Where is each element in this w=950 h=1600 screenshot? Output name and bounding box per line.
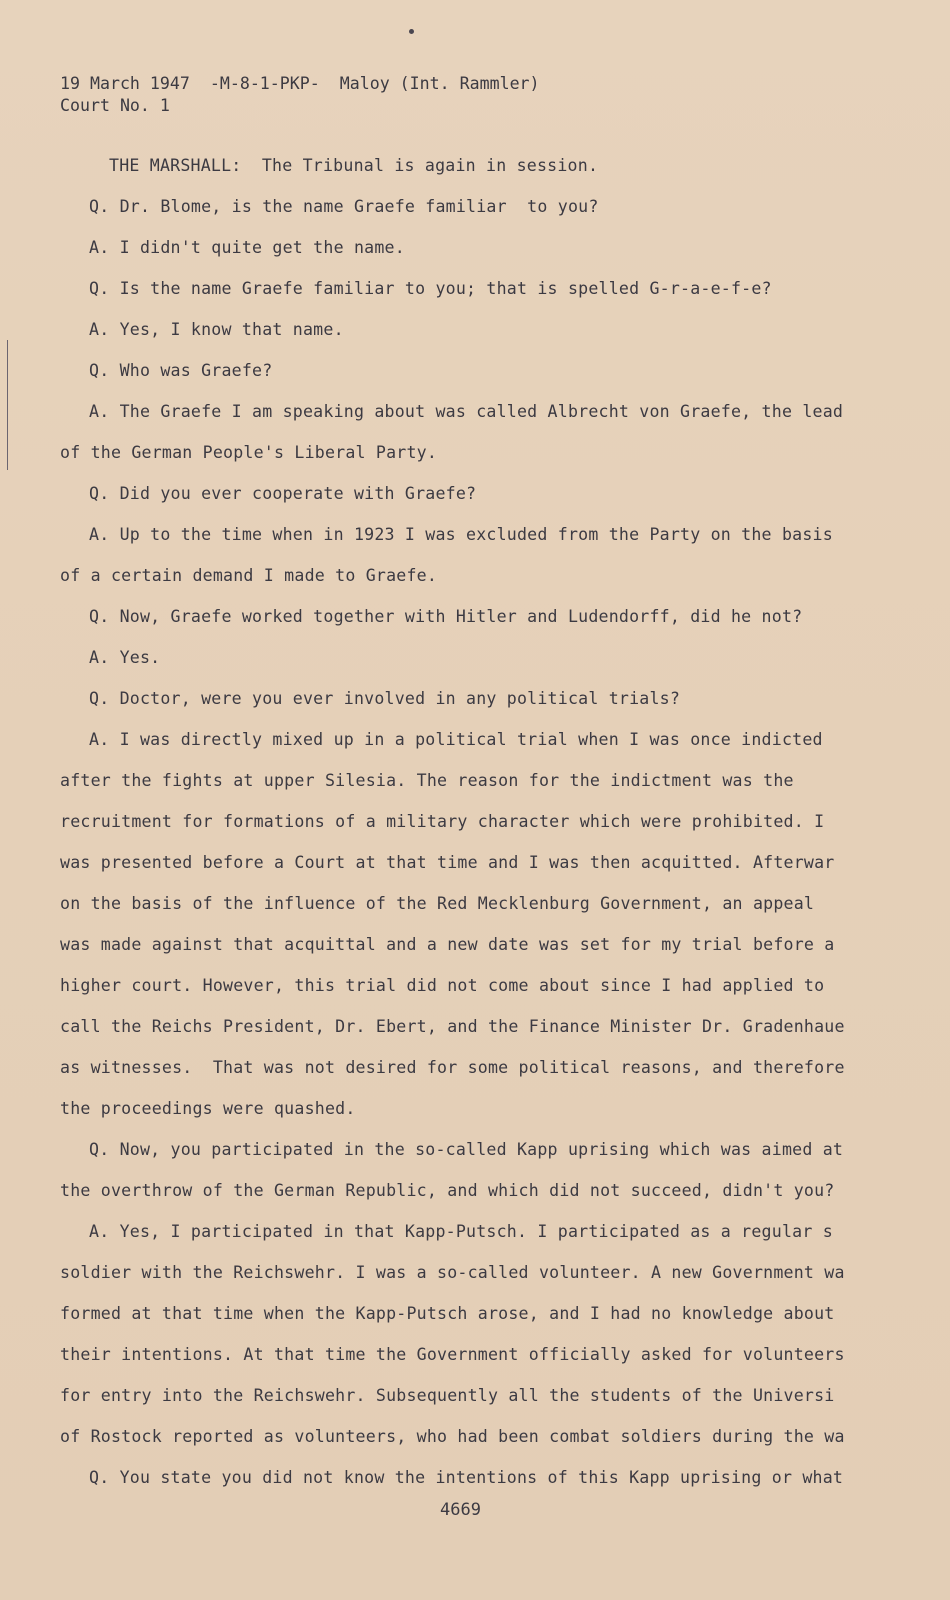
punch-dot xyxy=(409,29,414,34)
header-line-2: Court No. 1 xyxy=(60,96,170,115)
transcript-line: A. I was directly mixed up in a political trial when I was once indicted xyxy=(89,730,823,749)
transcript-line: the proceedings were quashed. xyxy=(60,1099,356,1118)
page-number: 4669 xyxy=(440,1500,481,1520)
margin-mark xyxy=(7,340,8,470)
transcript-line: was presented before a Court at that time and I was then acquitted. Afterwar xyxy=(60,853,835,872)
transcript-line: Q. Now, you participated in the so-called Kapp uprising which was aimed at xyxy=(89,1140,844,1159)
transcript-line: A. Up to the time when in 1923 I was excluded from the Party on the basis xyxy=(89,525,833,544)
transcript-line: soldier with the Reichswehr. I was a so-called volunteer. A new Government wa xyxy=(60,1263,845,1282)
transcript-line: Q. Is the name Graefe familiar to you; that is spelled G-r-a-e-f-e? xyxy=(89,279,772,298)
transcript-line: of a certain demand I made to Graefe. xyxy=(60,566,438,585)
transcript-line: formed at that time when the Kapp-Putsch arose, and I had no knowledge about xyxy=(60,1304,835,1323)
transcript-line: of the German People's Liberal Party. xyxy=(60,443,438,462)
transcript-line: Q. Doctor, were you ever involved in any political trials? xyxy=(89,689,681,708)
transcript-line: THE MARSHALL: The Tribunal is again in session. xyxy=(109,156,599,175)
transcript-line: Q. Dr. Blome, is the name Graefe familiar to you? xyxy=(89,197,599,216)
transcript-line: was made against that acquittal and a new date was set for my trial before a xyxy=(60,935,835,954)
transcript-line: A. Yes. xyxy=(89,648,161,667)
transcript-line: A. Yes, I know that name. xyxy=(89,320,344,339)
transcript-line: Q. Who was Graefe? xyxy=(89,361,273,380)
transcript-line: as witnesses. That was not desired for some political reasons, and therefore xyxy=(60,1058,845,1077)
transcript-line: of Rostock reported as volunteers, who had been combat soldiers during the wa xyxy=(60,1427,845,1446)
transcript-line: after the fights at upper Silesia. The reason for the indictment was the xyxy=(60,771,794,790)
transcript-line: Q. Did you ever cooperate with Graefe? xyxy=(89,484,477,503)
transcript-line: on the basis of the influence of the Red Mecklenburg Government, an appeal xyxy=(60,894,815,913)
transcript-line: higher court. However, this trial did not come about since I had applied to xyxy=(60,976,825,995)
transcript-line: A. The Graefe I am speaking about was called Albrecht von Graefe, the lead xyxy=(89,402,844,421)
transcript-line: call the Reichs President, Dr. Ebert, and the Finance Minister Dr. Gradenhaue xyxy=(60,1017,845,1036)
header-line-1: 19 March 1947 -M-8-1-PKP- Maloy (Int. Rammler) xyxy=(60,74,540,93)
transcript-line: A. I didn't quite get the name. xyxy=(89,238,405,257)
transcript-line: A. Yes, I participated in that Kapp-Putsch. I participated as a regular s xyxy=(89,1222,833,1241)
transcript-line: Q. You state you did not know the intentions of this Kapp uprising or what xyxy=(89,1468,844,1487)
transcript-line: Q. Now, Graefe worked together with Hitler and Ludendorff, did he not? xyxy=(89,607,803,626)
transcript-line: their intentions. At that time the Government officially asked for volunteers xyxy=(60,1345,845,1364)
transcript-line: recruitment for formations of a military character which were prohibited. I xyxy=(60,812,825,831)
transcript-line: the overthrow of the German Republic, and which did not succeed, didn't you? xyxy=(60,1181,835,1200)
transcript-line: for entry into the Reichswehr. Subsequently all the students of the Universi xyxy=(60,1386,835,1405)
